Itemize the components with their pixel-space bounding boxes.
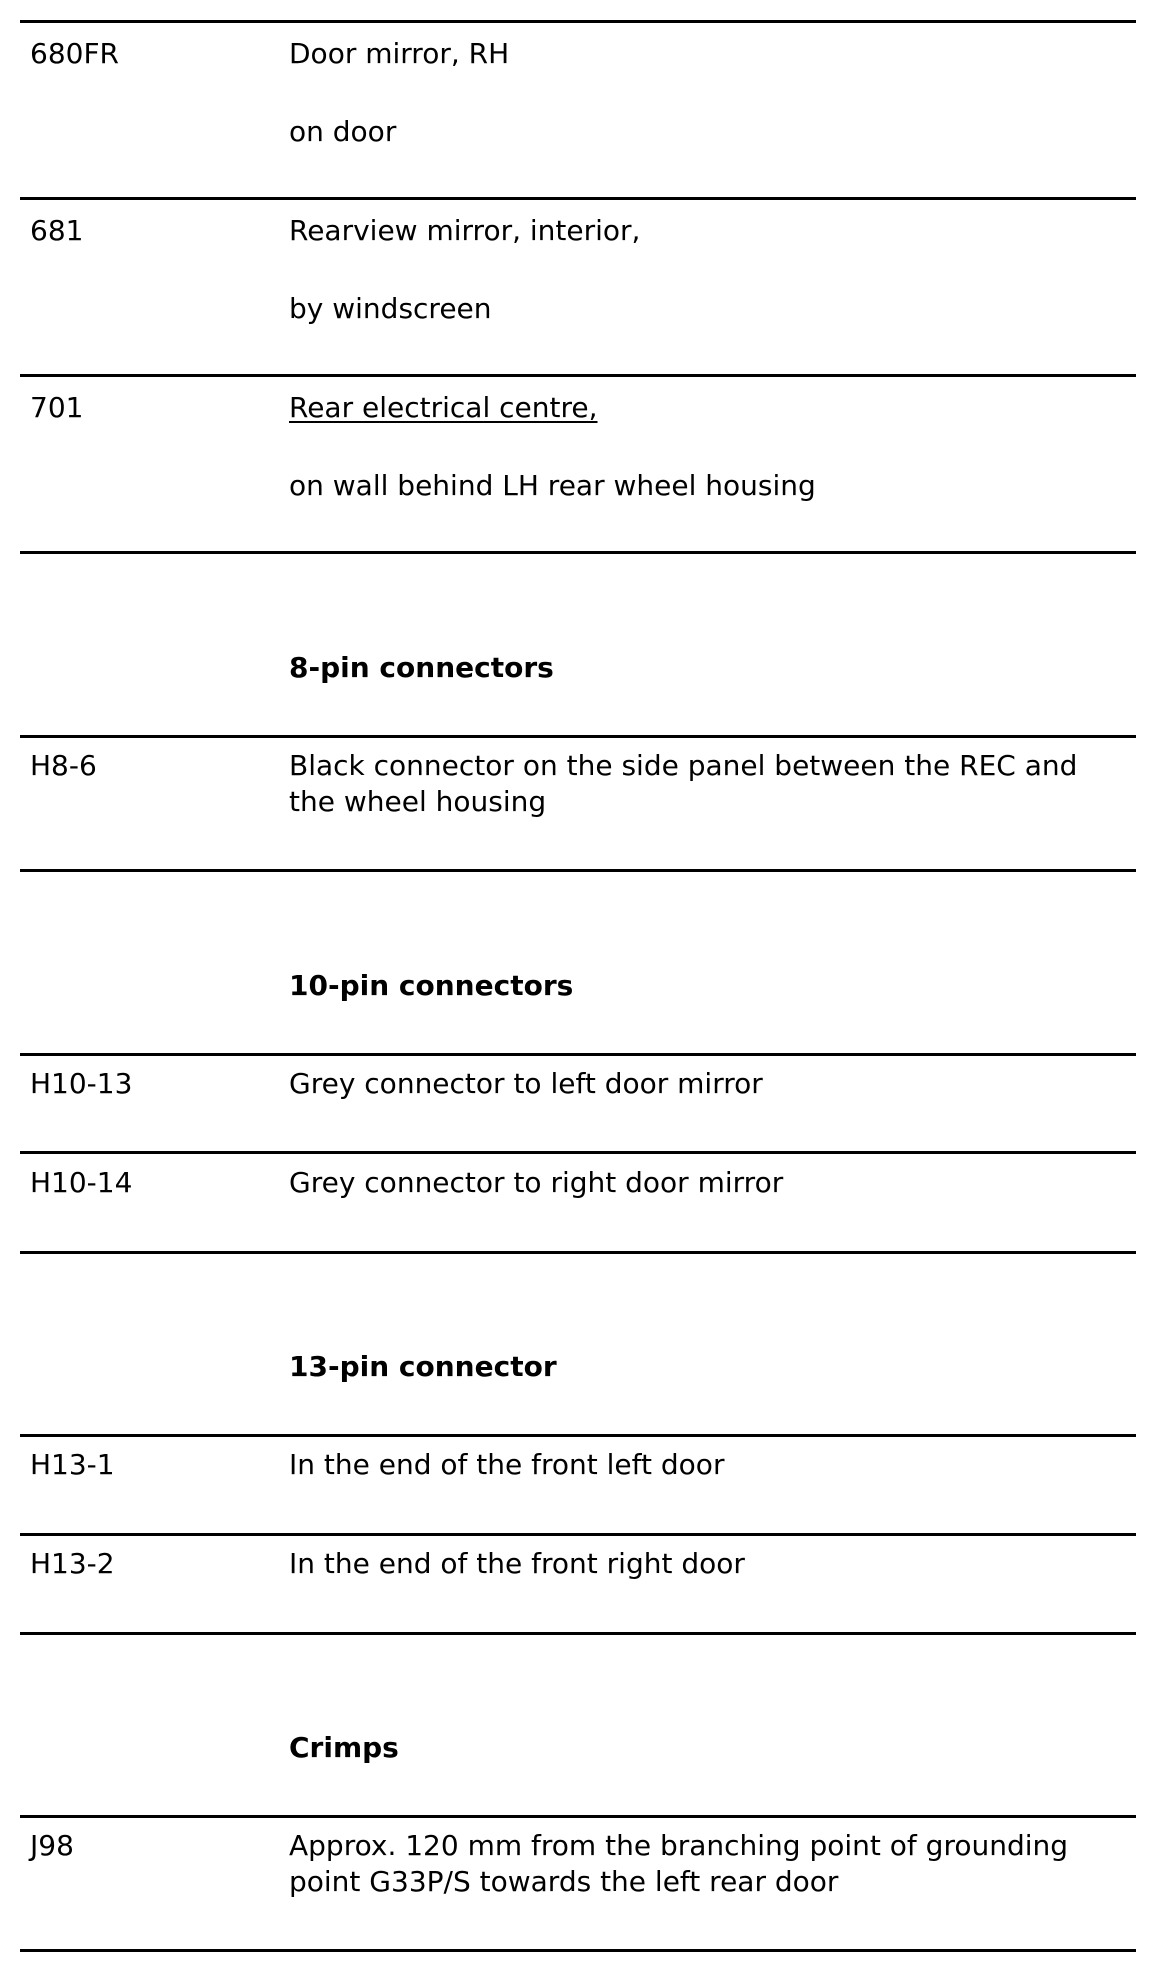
divider [20,1533,1136,1536]
section-heading: 10-pin connectors [289,969,574,1002]
divider [20,1434,1136,1437]
row-code: H13-2 [30,1547,115,1580]
divider [20,1251,1136,1254]
row-description-line-2: on wall behind LH rear wheel housing [289,469,816,502]
divider [20,869,1136,872]
row-description-line-2: by windscreen [289,292,492,325]
row-code: 681 [30,214,84,247]
divider [20,735,1136,738]
divider [20,1053,1136,1056]
row-code: H13-1 [30,1448,115,1481]
row-description: In the end of the front left door [289,1448,725,1481]
divider [20,1151,1136,1154]
row-description: Approx. 120 mm from the branching point of grounding point G33P/S towards the left rear door [289,1829,1069,1898]
divider [20,1815,1136,1818]
divider [20,1632,1136,1635]
row-description-line-1: Door mirror, RH [289,37,510,70]
divider [20,551,1136,554]
row-description-line-2: on door [289,115,397,148]
row-description: Black connector on the side panel between the REC and the wheel housing [289,749,1078,818]
section-heading: 13-pin connector [289,1350,557,1383]
row-code: 680FR [30,37,120,70]
row-description: Grey connector to left door mirror [289,1067,763,1100]
section-heading: 8-pin connectors [289,651,554,684]
row-code: J98 [30,1829,74,1862]
row-code: H10-13 [30,1067,133,1100]
row-code: 701 [30,391,84,424]
row-description: Grey connector to right door mirror [289,1166,784,1199]
row-description-line-1: Rearview mirror, interior, [289,214,641,247]
row-code: H10-14 [30,1166,133,1199]
divider [20,374,1136,377]
section-heading: Crimps [289,1731,399,1764]
divider [20,20,1136,23]
divider [20,197,1136,200]
divider [20,1949,1136,1952]
row-code: H8-6 [30,749,97,782]
row-description-link[interactable]: Rear electrical centre, [289,391,598,424]
row-description: In the end of the front right door [289,1547,745,1580]
